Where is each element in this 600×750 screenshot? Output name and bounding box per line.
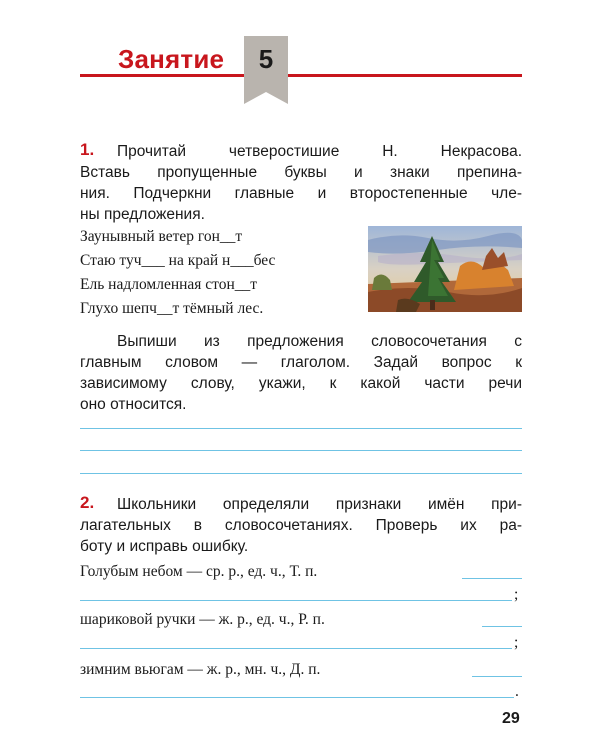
task-1-instruction-line-4: оно относится.	[80, 396, 187, 413]
answer-line-3b[interactable]	[80, 697, 514, 698]
writing-line-2[interactable]	[80, 450, 522, 451]
poem-line-3: Ель надломленная стон__т	[80, 276, 258, 293]
task-1-intro-line-2: Вставь пропущенные буквы и знаки препина-	[80, 164, 522, 181]
task-1-number: 1.	[80, 140, 95, 159]
writing-line-1[interactable]	[80, 428, 522, 429]
answer-line-1b[interactable]	[80, 600, 512, 601]
lesson-title: Занятие	[118, 44, 225, 74]
adjective-item-3: зимним вьюгам — ж. р., мн. ч., Д. п.	[80, 661, 321, 678]
item-1-end-mark: ;	[514, 586, 519, 603]
task-2-intro-line-3: боту и исправь ошибку.	[80, 538, 249, 555]
task-1-instruction-line-1: Выпиши из предложения словосочетания с	[117, 333, 522, 350]
adjective-item-2: шариковой ручки — ж. р., ед. ч., Р. п.	[80, 611, 325, 628]
lesson-number: 5	[258, 44, 274, 74]
answer-line-3a[interactable]	[472, 676, 522, 677]
poem-line-1: Заунывный ветер гон__т	[80, 228, 243, 245]
item-3-end-mark: .	[515, 683, 519, 700]
task-1-intro-line-1: Прочитай четверостишие Н. Некрасова.	[117, 143, 522, 160]
task-1-intro-line-3: ния. Подчеркни главные и второстепенные чле-	[80, 185, 522, 202]
answer-line-2b[interactable]	[80, 648, 512, 649]
answer-line-2a[interactable]	[482, 626, 522, 627]
task-1-instruction-line-3: зависимому слову, укажи, к какой части речи	[80, 375, 522, 392]
task-1-instruction-line-2: главным словом — глаголом. Задай вопрос к	[80, 354, 522, 371]
writing-line-3[interactable]	[80, 473, 522, 474]
task-2-intro-line-1: Школьники определяли признаки имён при-	[117, 496, 522, 513]
poem-line-2: Стаю туч___ на край н___бес	[80, 252, 276, 269]
item-2-end-mark: ;	[514, 634, 519, 651]
page-number: 29	[502, 710, 520, 727]
autumn-forest-illustration	[368, 226, 522, 312]
poem-line-4: Глухо шепч__т тёмный лес.	[80, 300, 264, 317]
task-2-intro-line-2: лагательных в словосочетаниях. Проверь их ра-	[80, 517, 522, 534]
task-1-intro-line-4: ны предложения.	[80, 206, 205, 223]
header-rule-right	[288, 74, 522, 77]
task-2-number: 2.	[80, 493, 95, 512]
adjective-item-1: Голубым небом — ср. р., ед. ч., Т. п.	[80, 563, 318, 580]
answer-line-1a[interactable]	[462, 578, 522, 579]
